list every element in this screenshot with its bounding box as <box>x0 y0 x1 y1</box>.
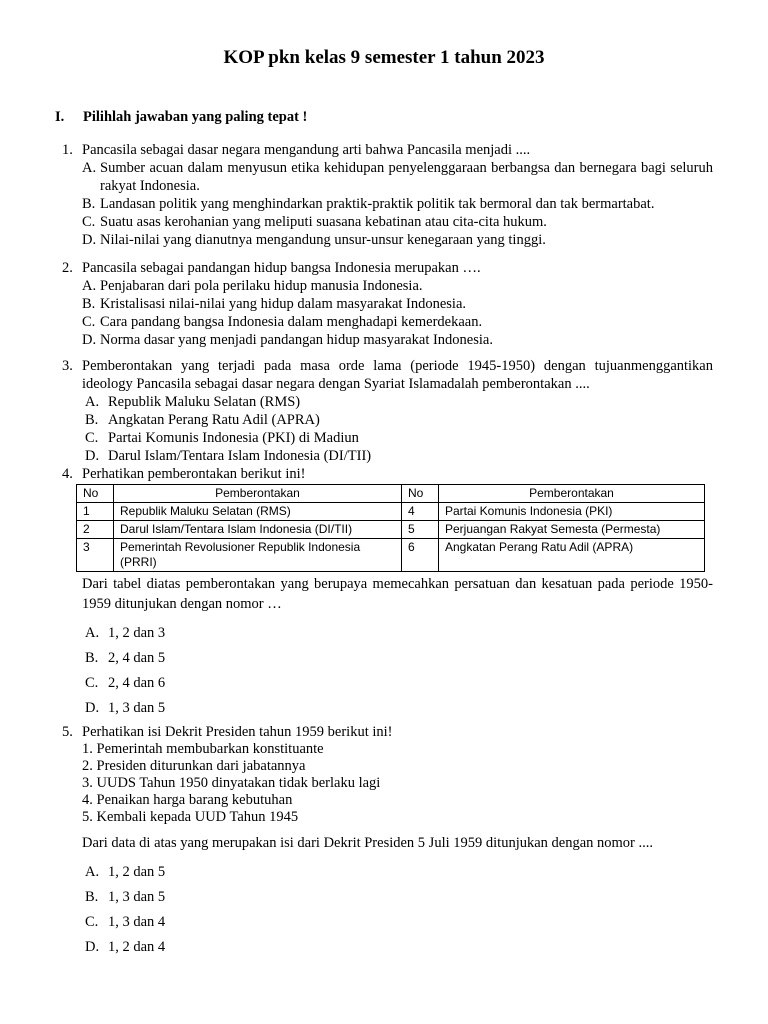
table-header-cell: No <box>402 485 439 503</box>
question-3 <box>62 357 713 465</box>
option-letter: B. <box>85 650 99 666</box>
table-cell: Darul Islam/Tentara Islam Indonesia (DI/TII) <box>114 521 402 539</box>
option-b <box>82 195 713 213</box>
option-letter: D. <box>85 700 100 716</box>
option-d <box>85 447 713 465</box>
option-text: Landasan politik yang menghindarkan praktik-praktik politik tak bermoral dan tak bermartabat. <box>100 196 655 212</box>
option-letter: B. <box>82 196 96 212</box>
option-b <box>85 649 713 667</box>
option-c <box>82 313 713 331</box>
option-text: Darul Islam/Tentara Islam Indonesia (DI/TII) <box>108 448 372 464</box>
decree-item: 2. Presiden diturunkan dari jabatannya <box>82 758 306 774</box>
decree-item: 5. Kembali kepada UUD Tahun 1945 <box>82 809 299 825</box>
option-a <box>85 393 713 411</box>
option-letter: B. <box>82 296 96 312</box>
option-b <box>85 411 713 429</box>
table-row <box>77 539 705 572</box>
table-cell: 2 <box>77 521 114 539</box>
table-cell: Perjuangan Rakyat Semesta (Permesta) <box>439 521 705 539</box>
option-letter: C. <box>85 430 99 446</box>
section-instruction: Pilihlah jawaban yang paling tepat ! <box>83 109 308 125</box>
question-number: 3. <box>62 358 73 374</box>
option-letter: A. <box>85 864 100 880</box>
option-letter: A. <box>82 160 97 176</box>
option-letter: C. <box>85 675 99 691</box>
option-letter: D. <box>85 939 100 955</box>
decree-item: 1. Pemerintah membubarkan konstituante <box>82 741 324 757</box>
option-letter: A. <box>85 394 100 410</box>
document-title: KOP pkn kelas 9 semester 1 tahun 2023 <box>223 47 545 68</box>
option-b <box>85 888 713 906</box>
question-text: Pemberontakan yang terjadi pada masa orde lama (periode 1945-1950) dengan tujuanmenggantikan ideology Pancasila sebagai dasar negara dengan Syariat Islamadalah pemberontakan .... <box>82 358 713 392</box>
option-d <box>82 331 713 349</box>
option-text: Suatu asas kerohanian yang meliputi suasana kebatinan atau cita-cita hukum. <box>100 214 547 230</box>
section-number: I. <box>55 109 65 125</box>
option-text: Partai Komunis Indonesia (PKI) di Madiun <box>108 430 359 446</box>
option-letter: A. <box>85 625 100 641</box>
option-letter: D. <box>82 232 97 248</box>
option-text: Penjabaran dari pola perilaku hidup manusia Indonesia. <box>100 278 423 294</box>
option-text: 1, 3 dan 4 <box>108 914 166 930</box>
option-d <box>85 699 713 717</box>
question-1 <box>62 141 713 249</box>
option-letter: D. <box>85 448 100 464</box>
table-cell: 3 <box>77 539 114 572</box>
option-letter: B. <box>85 889 99 905</box>
option-a <box>85 624 713 642</box>
option-text: 1, 3 dan 5 <box>108 889 166 905</box>
question-4-body <box>62 574 713 717</box>
rebellion-table <box>76 484 705 572</box>
option-c <box>85 674 713 692</box>
table-header-cell: Pemberontakan <box>439 485 705 503</box>
option-text: 1, 2 dan 4 <box>108 939 166 955</box>
option-text: 1, 3 dan 5 <box>108 700 166 716</box>
table-header-cell: No <box>77 485 114 503</box>
option-a <box>85 863 713 881</box>
option-text: 1, 2 dan 5 <box>108 864 166 880</box>
question-number: 5. <box>62 724 73 740</box>
option-text: 2, 4 dan 6 <box>108 675 166 691</box>
option-d <box>82 231 713 249</box>
option-c <box>85 913 713 931</box>
table-cell: Partai Komunis Indonesia (PKI) <box>439 503 705 521</box>
option-text: Republik Maluku Selatan (RMS) <box>108 394 301 410</box>
table-cell: 4 <box>402 503 439 521</box>
table-cell: Angkatan Perang Ratu Adil (APRA) <box>439 539 705 572</box>
option-d <box>85 938 713 956</box>
question-number: 4. <box>62 466 73 482</box>
decree-item: 3. UUDS Tahun 1950 dinyatakan tidak berlaku lagi <box>82 775 381 791</box>
table-header-cell: Pemberontakan <box>114 485 402 503</box>
question-text: Dari data di atas yang merupakan isi dari Dekrit Presiden 5 Juli 1959 ditunjukan dengan nomor .... <box>82 835 654 851</box>
table-header-row <box>77 485 705 503</box>
question-number: 1. <box>62 142 73 158</box>
option-c <box>85 429 713 447</box>
option-b <box>82 295 713 313</box>
question-2 <box>62 259 713 349</box>
option-text: Kristalisasi nilai-nilai yang hidup dalam masyarakat Indonesia. <box>100 296 467 312</box>
section-heading <box>55 107 307 127</box>
question-text: Pancasila sebagai pandangan hidup bangsa Indonesia merupakan …. <box>82 260 481 276</box>
decree-item: 4. Penaikan harga barang kebutuhan <box>82 792 293 808</box>
question-text: Perhatikan isi Dekrit Presiden tahun 1959 berikut ini! <box>82 724 393 740</box>
table-cell: Republik Maluku Selatan (RMS) <box>114 503 402 521</box>
option-text: Norma dasar yang menjadi pandangan hidup masyarakat Indonesia. <box>100 332 493 348</box>
table-cell: 6 <box>402 539 439 572</box>
option-letter: D. <box>82 332 97 348</box>
option-text: Nilai-nilai yang dianutnya mengandung unsur-unsur kenegaraan yang tinggi. <box>100 232 546 248</box>
table-cell: Pemerintah Revolusioner Republik Indonesia (PRRI) <box>114 539 402 572</box>
table-row <box>77 503 705 521</box>
option-text: Sumber acuan dalam menyusun etika kehidupan penyelenggaraan berbangsa dan bernegara bagi seluruh rakyat Indonesia. <box>100 160 713 194</box>
option-text: 1, 2 dan 3 <box>108 625 166 641</box>
option-text: Cara pandang bangsa Indonesia dalam menghadapi kemerdekaan. <box>100 314 483 330</box>
question-number: 2. <box>62 260 73 276</box>
option-text: 2, 4 dan 5 <box>108 650 166 666</box>
option-letter: B. <box>85 412 99 428</box>
table-row <box>77 521 705 539</box>
option-text: Angkatan Perang Ratu Adil (APRA) <box>108 412 320 428</box>
question-4 <box>62 465 713 483</box>
option-letter: C. <box>82 214 96 230</box>
option-a <box>82 159 713 195</box>
table-cell: 1 <box>77 503 114 521</box>
question-text: Dari tabel diatas pemberontakan yang berupaya memecahkan persatuan dan kesatuan pada periode 1950-1959 ditunjukan dengan nomor … <box>82 576 713 612</box>
option-letter: A. <box>82 278 97 294</box>
question-text: Perhatikan pemberontakan berikut ini! <box>82 466 306 482</box>
option-letter: C. <box>85 914 99 930</box>
option-a <box>82 277 713 295</box>
question-text: Pancasila sebagai dasar negara mengandung arti bahwa Pancasila menjadi .... <box>82 142 531 158</box>
table-cell: 5 <box>402 521 439 539</box>
question-5 <box>62 723 713 956</box>
option-c <box>82 213 713 231</box>
option-letter: C. <box>82 314 96 330</box>
